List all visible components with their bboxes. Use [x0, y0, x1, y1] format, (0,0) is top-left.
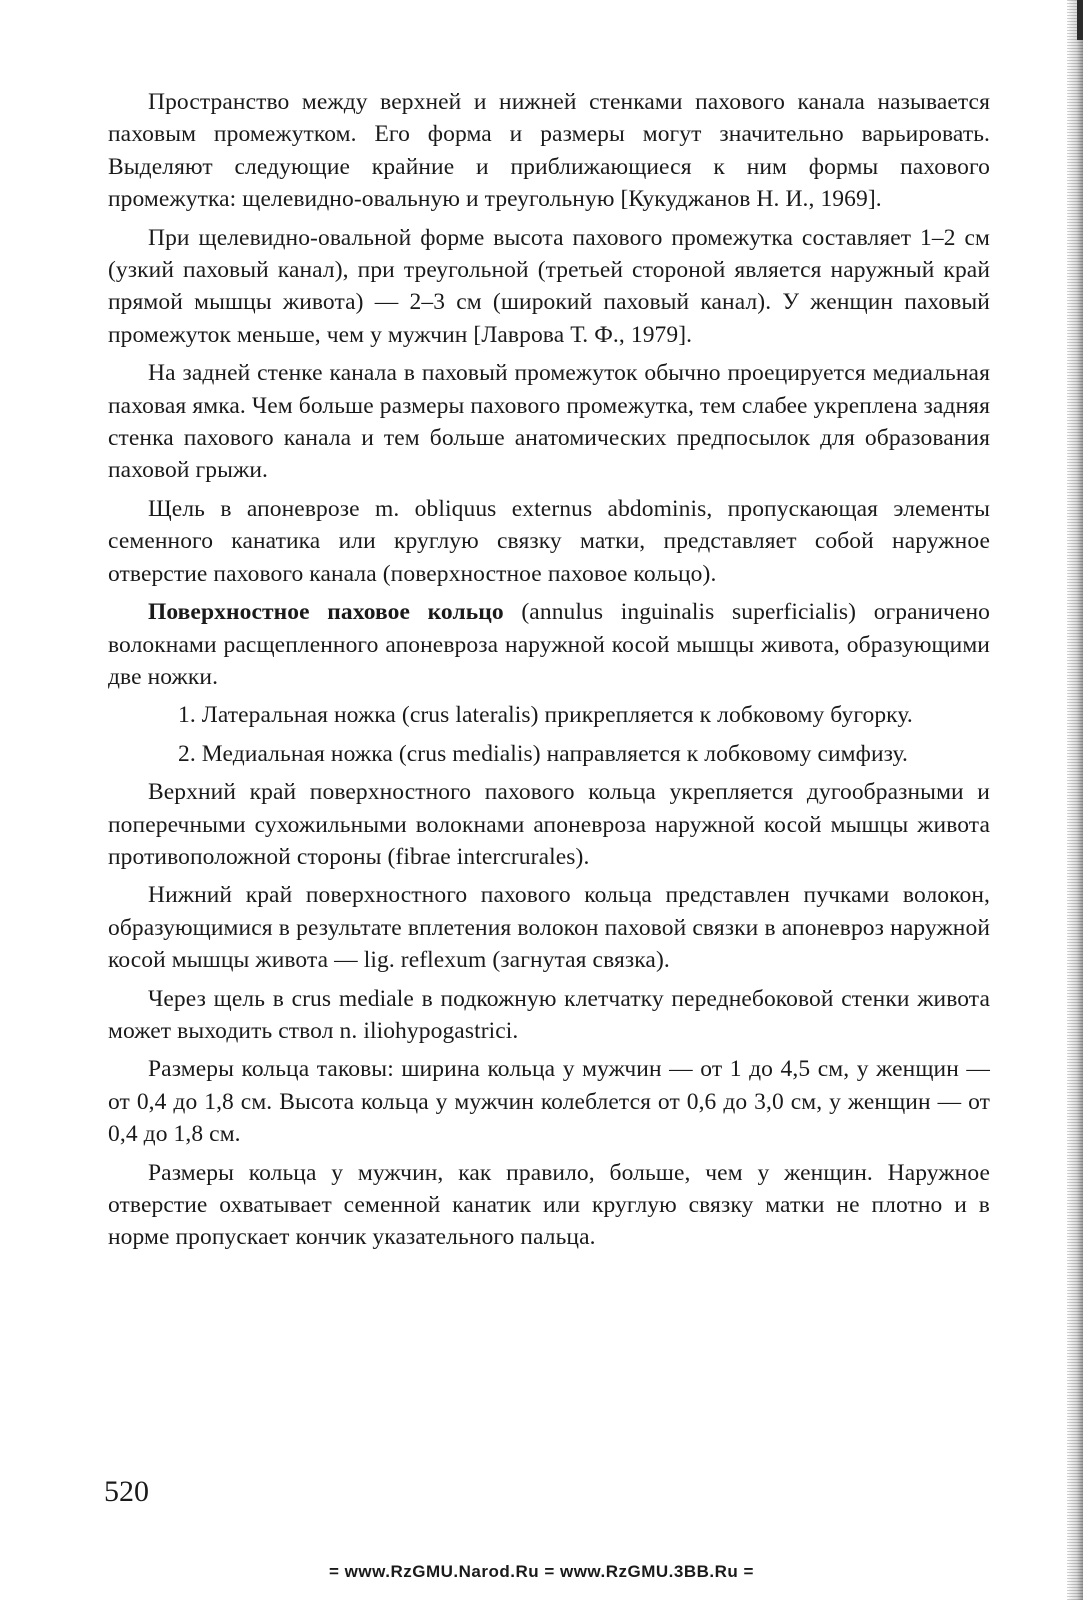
paragraph [108, 596, 990, 693]
paragraph-text: (annulus inguinalis superficialis) ограничено волокнами расщепленного апоневроза наружной косой мышцы живота, образующими две ножки. [108, 599, 990, 690]
paragraph: Размеры кольца таковы: ширина кольца у мужчин — от 1 до 4,5 см, у женщин — от 0,4 до 1,8 см. Высота кольца у мужчин колеблется от 0,6 до 3,0 см, у женщин — от 0,4 до 1,8 см. [108, 1056, 990, 1148]
page-number: 520 [104, 1475, 149, 1508]
list-item: 1. Латеральная ножка (crus lateralis) прикрепляется к лобковому бугорку. [178, 702, 913, 729]
page-edge [1067, 0, 1083, 1600]
list-item: 2. Медиальная ножка (crus medialis) направляется к лобковому симфизу. [178, 740, 908, 767]
numbered-list [178, 699, 990, 770]
paragraph: Пространство между верхней и нижней стенками пахового канала называется паховым промежутком. Его форма и размеры могут значительно варьировать. Выделяют следующие крайние и приближающиеся к ним формы пахового промежутка: щелевидно-овальную и треугольную [Кукуджанов Н. И., 1969]. [108, 89, 990, 213]
paragraph: При щелевидно-овальной форме высота пахового промежутка составляет 1–2 см (узкий паховый канал), при треугольной (третьей стороной является наружный край прямой мышцы живота) — 2–3 см (широкий паховый канал). У женщин паховый промежуток меньше, чем у мужчин [Лаврова Т. Ф., 1979]. [108, 224, 990, 348]
paragraph: Через щель в crus mediale в подкожную клетчатку переднебоковой стенки живота может выходить ствол n. iliohypogastrici. [108, 985, 990, 1044]
paragraph: Размеры кольца у мужчин, как правило, больше, чем у женщин. Наружное отверстие охватывает семенной канатик или круглую связку матки не плотно и в норме пропускает кончик указательного пальца. [108, 1159, 990, 1251]
paragraph: На задней стенке канала в паховый промежуток обычно проецируется медиальная паховая ямка. Чем больше размеры пахового промежутка, тем слабее укреплена задняя стенка пахового канала и тем больше анатомических предпосылок для образования паховой грыжи. [108, 360, 990, 484]
body-text [108, 86, 990, 1260]
paragraph: Щель в апоневрозе m. obliquus externus abdominis, пропускающая элементы семенного канатика или круглую связку матки, представляет собой наружное отверстие пахового канала (поверхностное паховое кольцо). [108, 495, 990, 587]
paragraph: Нижний край поверхностного пахового кольца представлен пучками волокон, образующимися в результате вплетения волокон паховой связки в апоневроз наружной косой мышцы живота — lig. reflexum (загнутая связка). [108, 882, 990, 974]
paragraph: Верхний край поверхностного пахового кольца укрепляется дугообразными и поперечными сухожильными волокнами апоневроза наружной косой мышцы живота противоположной стороны (fibrae intercrurales). [108, 779, 990, 870]
footer-url: = www.RzGMU.Narod.Ru = www.RzGMU.3BB.Ru = [329, 1562, 754, 1581]
bold-term: Поверхностное паховое кольцо [148, 599, 504, 626]
